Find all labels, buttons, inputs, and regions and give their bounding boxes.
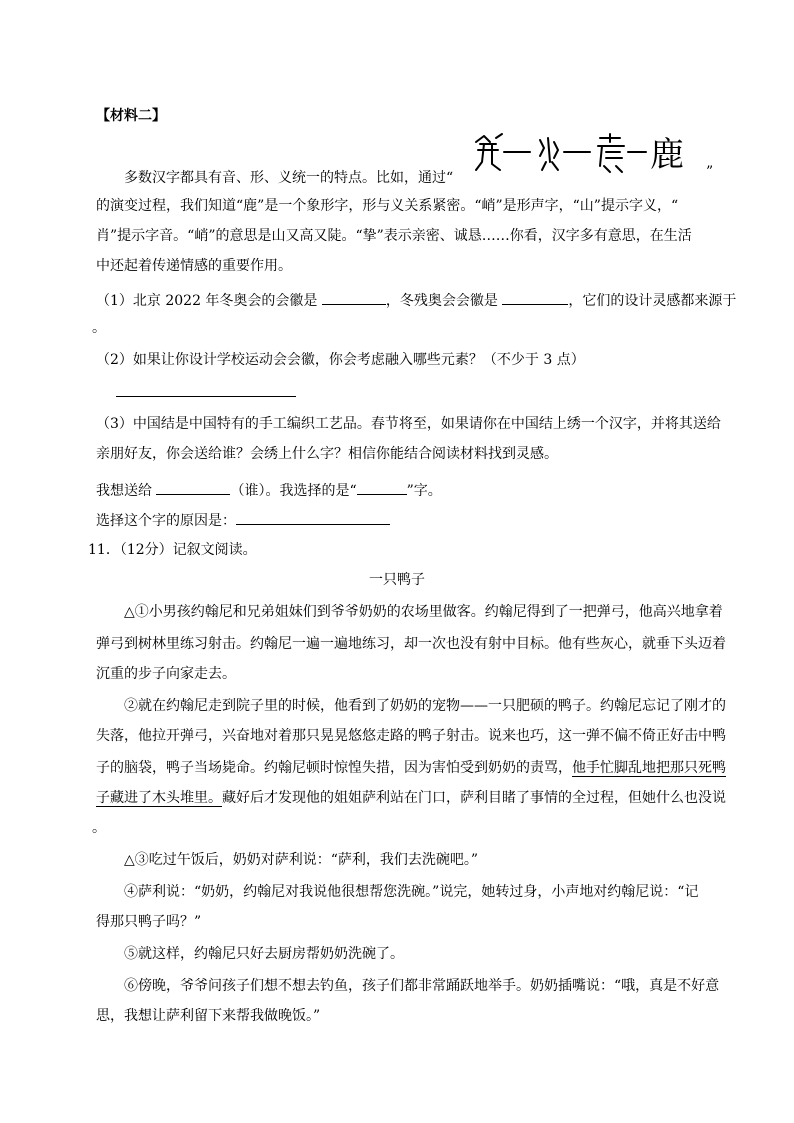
question-11-header: 11．（12分）记叙文阅读。 [88,542,257,558]
question-3-line-a: （3）中国结是中国特有的手工编织工艺品。春节将至，如果请你在中国结上绣一个汉字，并将其送给 [96,416,721,432]
material-line-3: 肖”提示字音。“峭”的意思是山又高又陡。“挚”表示亲密、诚恳……你看，汉字多有意思，在生活 [96,228,692,244]
deer-character-evolution-image [470,132,712,176]
paragraph-2-text: 子的脑袋，鸭子当场毙命。约翰尼顿时惊惶失措，因为害怕受到奶奶的责骂， [96,760,572,776]
paragraph-6-line-a: ⑥傍晚，爷爷问孩子们想不想去钓鱼，孩子们都非常踊跃地举手。奶奶插嘴说：“哦，真是不好意 [124,978,720,994]
answer-blank-character[interactable] [357,478,407,495]
paragraph-4-line-a: ④萨利说：“奶奶，约翰尼对我说他很想帮您洗碗。”说完，她转过身，小声地对约翰尼说：“记 [124,884,699,900]
question-3-line-b: 亲朋好友，你会送给谁？会绣上什么字？相信你能结合阅读材料找到灵感。 [96,446,558,462]
question-3-text-give: 我想送给 [96,483,157,499]
question-3-line-c [96,478,442,501]
material-heading: 【材料二】 [96,108,166,124]
paragraph-2-line-b: 失落，他拉开弹弓，兴奋地对着那只晃晃悠悠走路的鸭子射击。说来也巧，这一弹不偏不倚正好击中鸭 [96,728,726,744]
material-line-2: 的演变过程，我们知道“鹿”是一个象形字，形与义关系紧密。“峭”是形声字，“山”提示字义，“ [96,198,679,214]
paragraph-4-line-b: 得那只鸭子吗？” [96,914,202,930]
article-title: 一只鸭子 [369,572,425,588]
underlined-sentence-part-2: 子藏进了木头堆里。 [96,790,222,806]
question-3-text-char: ”字。 [406,483,442,499]
paragraph-1-line-b: 弹弓到树林里练习射击。约翰尼一遍一遍地练习，却一次也没有射中目标。他有些灰心，就垂下头迈着 [96,636,726,652]
paragraph-2-line-a: ②就在约翰尼走到院子里的时候，他看到了奶奶的宠物——一只肥硕的鸭子。约翰尼忘记了刚才的 [124,698,726,714]
question-1-text-c: ，它们的设计灵感都来源于 [568,293,737,309]
material-line-4: 中还起着传递情感的重要作用。 [96,258,292,274]
question-1-end: 。 [92,320,106,336]
paragraph-5: ⑤就这样，约翰尼只好去厨房帮奶奶洗碗了。 [124,946,404,962]
question-3-line-d [96,508,390,531]
paragraph-3: △③吃过午饭后，奶奶对萨利说：“萨利，我们去洗碗吧。” [124,852,479,868]
paragraph-1-line-a: △①小男孩约翰尼和兄弟姐妹们到爷爷奶奶的农场里做客。约翰尼得到了一把弹弓，他高兴地拿着 [124,604,723,620]
paragraph-2-text-cont: 藏好后才发现他的姐姐萨利站在门口，萨利目睹了事情的全过程，但她什么也没说 [222,790,726,806]
paragraph-2-line-e: 。 [92,820,106,836]
answer-blank-question-2[interactable] [116,396,296,397]
question-1-text-b: ，冬残奥会会徽是 [385,293,503,309]
paragraph-1-line-c: 沉重的步子向家走去。 [96,666,236,682]
paragraph-2-line-c [96,758,726,778]
material-line-1b: ” [706,164,714,180]
answer-blank-paralympic-emblem[interactable] [502,288,568,305]
question-3-text-choose: （谁）。我选择的是“ [230,483,357,499]
paragraph-6-line-b: 思，我想让萨利留下来帮我做晚饭。” [96,1008,321,1024]
underlined-sentence-part-1: 他手忙脚乱地把那只死鸭 [572,760,726,776]
question-2-text: （2）如果让你设计学校运动会会徽，你会考虑融入哪些元素？（不少于 3 点） [96,352,585,368]
answer-blank-recipient[interactable] [156,478,230,495]
material-line-1a: 多数汉字都具有音、形、义统一的特点。比如，通过“ [124,170,454,186]
question-1-text-a: （1）北京 2022 年冬奥会的会徽是 [96,293,322,309]
glyph-final: 鹿 [650,135,684,175]
paragraph-2-line-d [96,788,726,808]
question-3-text-reason: 选择这个字的原因是： [96,513,236,529]
question-1-line [96,288,736,311]
answer-blank-reason[interactable] [236,508,390,525]
answer-blank-winter-emblem[interactable] [322,288,386,305]
